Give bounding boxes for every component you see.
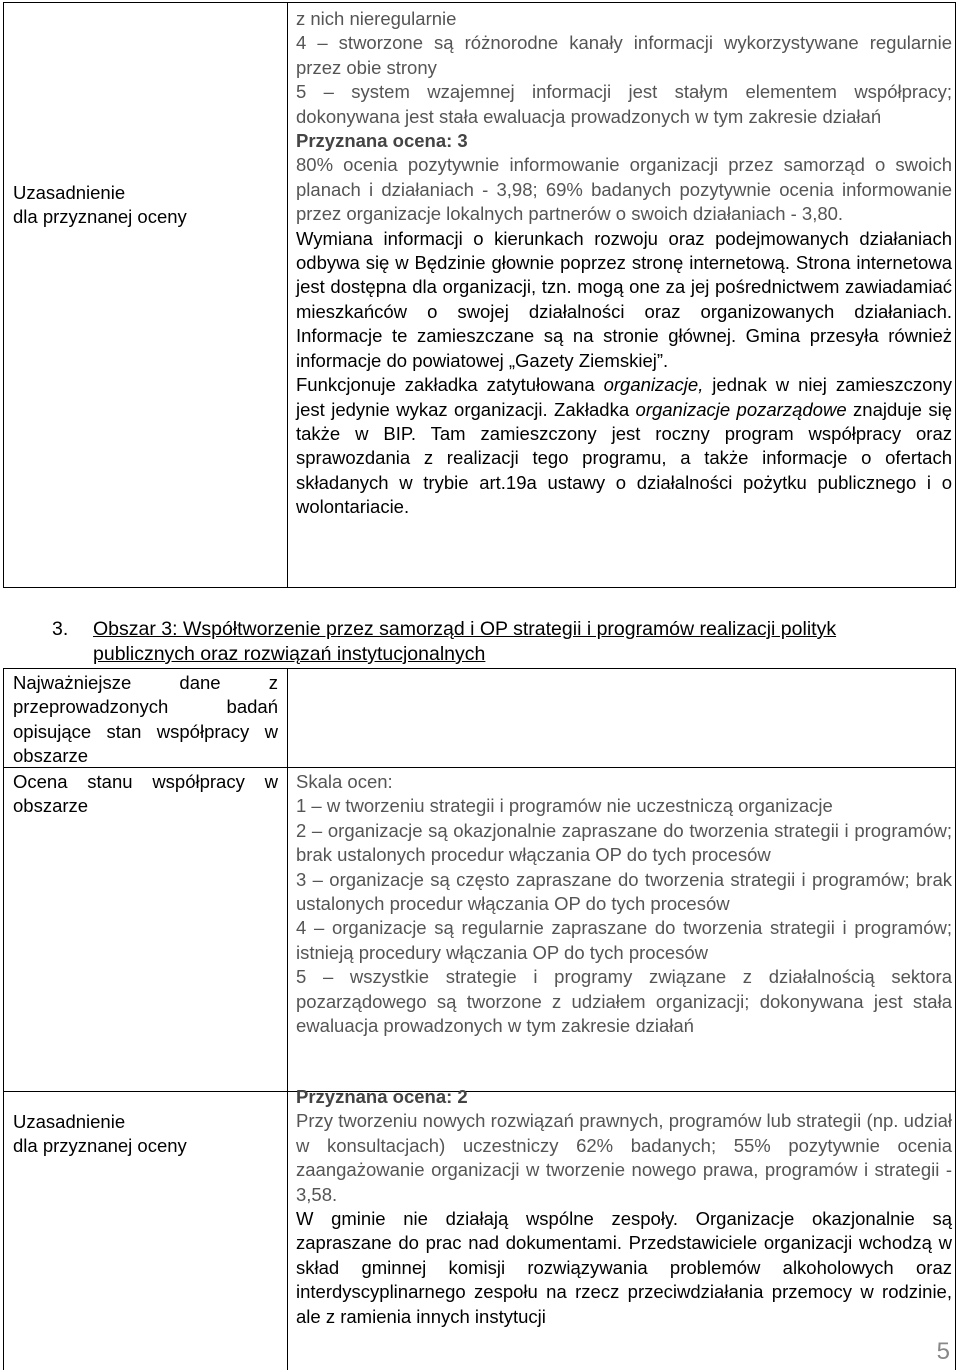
granted-grade: Przyznana ocena: 3 <box>296 130 468 152</box>
section-number: 3. <box>52 618 69 640</box>
tab-text-3: znajduje się także w BIP. Tam zamieszczony jest roczny program współpracy oraz sprawozdania z realizacji tego programu, a także informacje o ofertach składanych w trybie art.19a ustawy o działalności pożytku publicznego i o wolontariacie. <box>296 398 953 518</box>
scale-line-continued: z nich nieregularnie <box>296 8 457 29</box>
survey-paragraph: Przy tworzeniu nowych rozwiązań prawnych, programów lub strategii (np. udział w konsultacjach) uczestniczy 62% badanych; 55% pozytywnie ocenia zaangażowanie organizacji w tworzenie nowego prawa, programów i strategii - 3,58. <box>296 1110 952 1205</box>
assessment-scale <box>296 770 952 1038</box>
info-exchange-paragraph: Wymiana informacji o kierunkach rozwoju oraz podejmowanych działaniach odbywa się w Będzinie głownie poprzez stronę internetową. Strona internetowa jest dostępna dla organizacji, tzn. mogą one za jej pośrednictwem zawiadamiać mieszkańców o swojej działalności oraz organizowanych działaniach. Informacje te zamieszczane są na stronie głównej. Gmina przesyła również informacje do powiatowej „Gazety Ziemskiej”. <box>296 227 952 371</box>
tab-italic-2: organizacje pozarządowe <box>635 398 847 420</box>
label-line-2: dla przyznanej oceny <box>13 206 187 228</box>
column-divider <box>287 3 288 587</box>
justification-content <box>296 1085 952 1329</box>
label-line-1: Uzasadnienie <box>13 1111 126 1132</box>
section-heading <box>52 617 938 667</box>
tab-text-2: jednak w niej zamieszczony jest jedynie wykaz organizacji. Zakładka <box>296 374 952 420</box>
section-title: Obszar 3: Współtworzenie przez samorząd i OP strategii i programów realizacji polityk publicznych oraz rozwiązań instytucjonalnych <box>93 618 837 665</box>
justification-table-area2 <box>3 2 956 588</box>
area3-table <box>3 668 956 1370</box>
scale-line-5: 5 – system wzajemnej informacji jest stałym elementem współpracy; dokonywana jest stała ewaluacja prowadzonych w tym zakresie działań <box>296 81 952 127</box>
key-data-label: Najważniejsze dane z przeprowadzonych badań opisujące stan współpracy w obszarze <box>13 672 278 767</box>
tab-text-1: Funkcjonuje zakładka zatytułowana <box>296 374 604 396</box>
granted-grade: Przyznana ocena: 2 <box>296 1086 468 1107</box>
assessment-label: Ocena stanu współpracy w obszarze <box>13 771 278 817</box>
page-number: 5 <box>936 1338 950 1365</box>
justification-label <box>13 181 283 230</box>
scale-title: Skala ocen: <box>296 771 393 792</box>
tab-paragraph <box>296 373 952 519</box>
scale-item-2: 2 – organizacje są okazjonalnie zapraszane do tworzenia strategii i programów; brak ustalonych procedur włączania OP do tych procesów <box>296 819 952 866</box>
label-line-1: Uzasadnienie <box>13 182 126 203</box>
justification-label <box>13 1110 278 1159</box>
scale-item-3: 3 – organizacje są często zapraszane do tworzenia strategii i programów; brak ustalonych procedur włączania OP do tych procesów <box>296 868 952 915</box>
justification-content <box>296 7 952 520</box>
scale-item-5: 5 – wszystkie strategie i programy związane z działalnością sektora pozarządowego są tworzone z udziałem organizacji; dokonywana jest stała ewaluacja prowadzonych w tym zakresie działań <box>296 966 952 1037</box>
tab-italic-1: organizacje, <box>603 374 704 396</box>
label-line-2: dla przyznanej oceny <box>13 1135 187 1157</box>
scale-item-4: 4 – organizacje są regularnie zapraszane do tworzenia strategii i programów; istnieją procedury włączania OP do tych procesów <box>296 917 952 963</box>
column-divider <box>287 669 288 1370</box>
survey-paragraph: 80% ocenia pozytywnie informowanie organizacji przez samorząd o swoich planach i działaniach - 3,98; 69% badanych pozytywnie ocenia informowanie przez organizacje lokalnych partnerów o swoich działaniach - 3,80. <box>296 154 952 225</box>
scale-line-4: 4 – stworzone są różnorodne kanały informacji wykorzystywane regularnie przez obie strony <box>296 32 952 78</box>
teams-paragraph: W gminie nie działają wspólne zespoły. Organizacje okazjonalnie są zapraszane do prac nad dokumentami. Przedstawiciele organizacji wchodzą w skład gminnej komisji rozwiązywania problemów alkoholowych oraz interdyscyplinarnego zespołu na rzecz przeciwdziałania przemocy w rodzinie, ale z ramienia innych instytucji <box>296 1208 952 1327</box>
scale-item-1: 1 – w tworzeniu strategii i programów nie uczestniczą organizacje <box>296 795 833 817</box>
